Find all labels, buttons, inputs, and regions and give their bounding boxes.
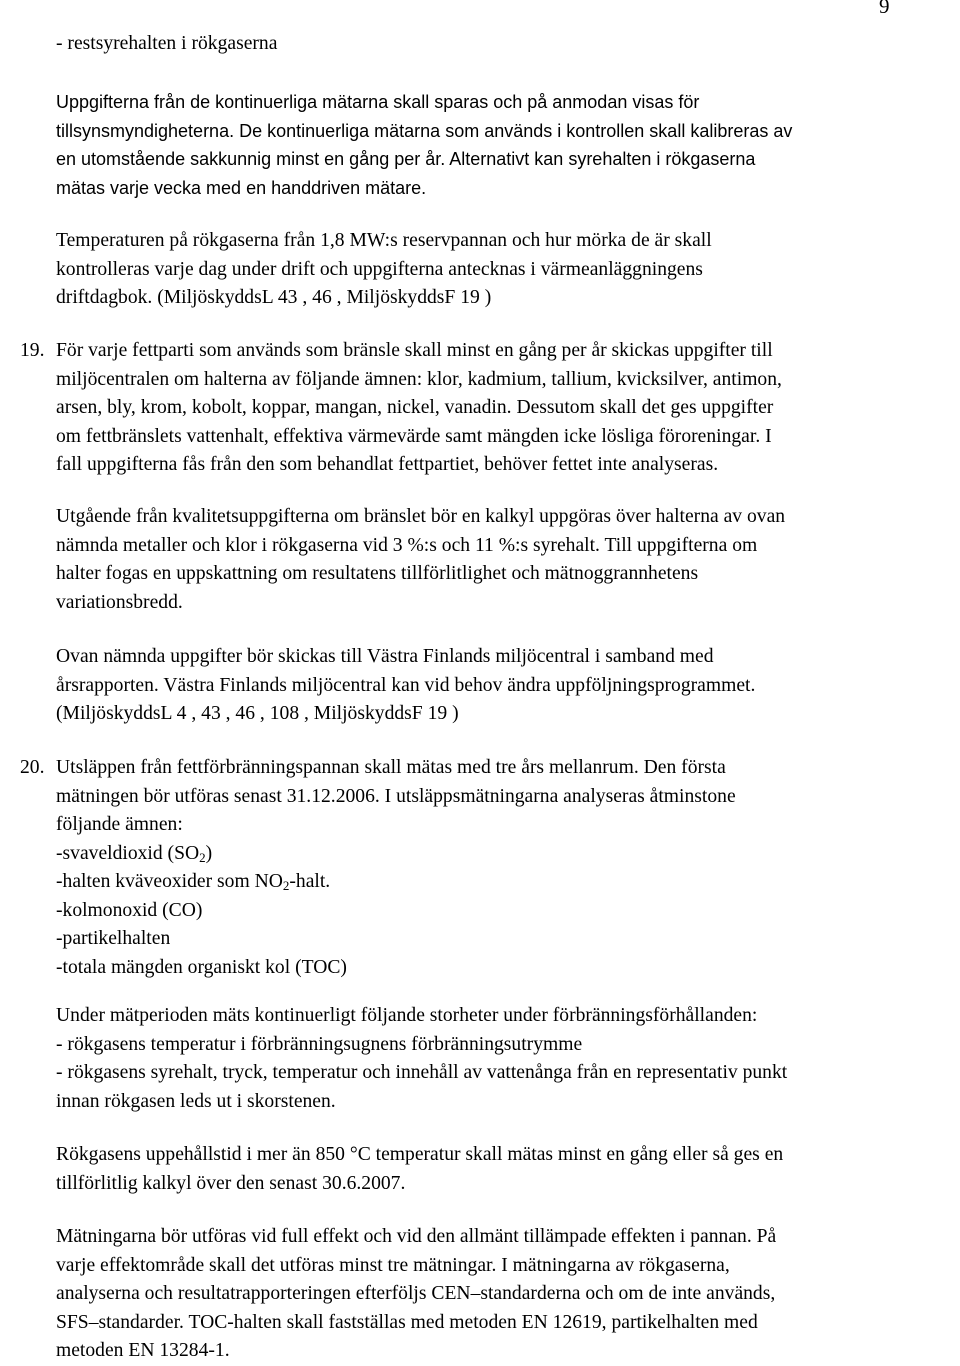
intro-item (56, 30, 960, 59)
section-19-paragraph-1 (56, 337, 960, 480)
text-line: nämnda metaller och klor i rökgaserna vid 3 %:s och 11 %:s syrehalt. Till uppgifterna om (56, 534, 758, 556)
paragraph-temperatur (56, 227, 960, 313)
text-line: Temperaturen på rökgaserna från 1,8 MW:s reservpannan och hur mörka de är skall (56, 230, 712, 251)
no2-prefix: -halten kväveoxider som NO (56, 871, 283, 892)
text-line: mätningen bör utföras senast 31.12.2006. I utsläppsmätningarna analyseras åtminstone (56, 785, 736, 807)
text-line: - rökgasens temperatur i förbränningsugnens förbränningsutrymme (56, 1033, 583, 1055)
text-line: årsrapporten. Västra Finlands miljöcentral kan vid behov ändra uppföljningsprogrammet. (56, 674, 756, 696)
text-line: innan rökgasen leds ut i skorstenen. (56, 1090, 336, 1112)
page-number: 9 (879, 0, 890, 18)
section-19-paragraph-2 (56, 503, 960, 617)
text-line: Utsläppen från fettförbränningspannan skall mätas med tre års mellanrum. Den första (56, 757, 726, 778)
no2-subscript: 2 (282, 878, 290, 893)
intro-item-text: - restsyrehalten i rökgaserna (56, 33, 278, 54)
so2-suffix: ) (205, 842, 213, 864)
text-line: följande ämnen: (56, 814, 183, 835)
section-19-paragraph-3 (56, 643, 960, 729)
no2-suffix: -halt. (289, 871, 331, 892)
text-line: Under mätperioden mäts kontinuerligt följande storheter under förbränningsförhållanden: (56, 1005, 758, 1026)
text-line: kontrolleras varje dag under drift och uppgifterna antecknas i värmeanläggningens (56, 258, 703, 280)
text-line: Utgående från kvalitetsuppgifterna om bränslet bör en kalkyl uppgöras över halterna av ovan (56, 506, 786, 527)
so2-prefix: -svaveldioxid (SO (56, 842, 200, 864)
section-20-paragraph-2 (56, 1002, 960, 1116)
text-line: Mätningarna bör utföras vid full effekt och vid den allmänt tillämpade effekten i pannan. På (56, 1226, 777, 1247)
text-line: tillsynsmyndigheterna. De kontinuerliga mätarna som används i kontrollen skall kalibreras av (56, 120, 793, 141)
text-line: Uppgifterna från de kontinuerliga mätarna skall sparas och på anmodan visas för (56, 92, 700, 112)
text-line: För varje fettparti som används som bränsle skall minst en gång per år skickas uppgifter till (56, 340, 773, 361)
section-20-paragraph-3 (56, 1141, 960, 1198)
list-item: -kolmonoxid (CO) (56, 899, 203, 921)
text-line: miljöcentralen om halterna av följande ämnen: klor, kadmium, tallium, kvicksilver, antimon, (56, 368, 782, 390)
text-line: Ovan nämnda uppgifter bör skickas till Västra Finlands miljöcentral i samband med (56, 646, 714, 667)
text-line: Rökgasens uppehållstid i mer än 850 °C temperatur skall mätas minst en gång eller så ges en (56, 1144, 784, 1165)
section-number-19: 19. (20, 340, 45, 361)
text-line: en utomstående sakkunnig minst en gång per år. Alternativt kan syrehalten i rökgaserna (56, 149, 756, 169)
text-line: driftdagbok. (MiljöskyddsL 43 , 46 , MiljöskyddsF 19 ) (56, 287, 492, 308)
list-item: -totala mängden organiskt kol (TOC) (56, 956, 347, 978)
text-line: tillförlitlig kalkyl över den senast 30.6.2007. (56, 1172, 406, 1194)
text-line: variationsbredd. (56, 591, 183, 613)
text-line: om fettbränslets vattenhalt, effektiva värmevärde samt mängden icke lösliga föroreningar. I (56, 425, 772, 447)
text-line: - rökgasens syrehalt, tryck, temperatur och innehåll av vattenånga från en representativ punkt (56, 1062, 788, 1083)
list-item-no2 (56, 868, 960, 897)
text-line: fall uppgifterna fås från den som behandlat fettpartiet, behöver fettet inte analyseras. (56, 454, 719, 475)
text-line: mätas varje vecka med en handdriven mätare. (56, 177, 427, 198)
text-line: metoden EN 13284-1. (56, 1340, 230, 1361)
list-item-so2 (56, 840, 960, 869)
list-item: -partikelhalten (56, 928, 171, 949)
section-number-20: 20. (20, 757, 45, 778)
text-line: varje effektområde skall det utföras minst tre mätningar. I mätningarna av rökgaserna, (56, 1254, 730, 1276)
text-line: analyserna och resultatrapporteringen efterföljs CEN–standarderna och om de inte används, (56, 1283, 776, 1304)
text-line: halter fogas en uppskattning om resultatens tillförlitlighet och mätnoggrannhetens (56, 563, 699, 584)
section-20-paragraph-4 (56, 1223, 960, 1366)
paragraph-sparas (56, 88, 960, 202)
section-20-paragraph-1 (56, 754, 960, 982)
text-line: (MiljöskyddsL 4 , 43 , 46 , 108 , MiljöskyddsF 19 ) (56, 703, 459, 724)
text-line: arsen, bly, krom, kobolt, koppar, mangan, nickel, vanadin. Dessutom skall det ges uppgifter (56, 397, 774, 418)
so2-subscript: 2 (199, 849, 206, 865)
text-line: SFS–standarder. TOC-halten skall fastställas med metoden EN 12619, partikelhalten med (56, 1311, 758, 1333)
